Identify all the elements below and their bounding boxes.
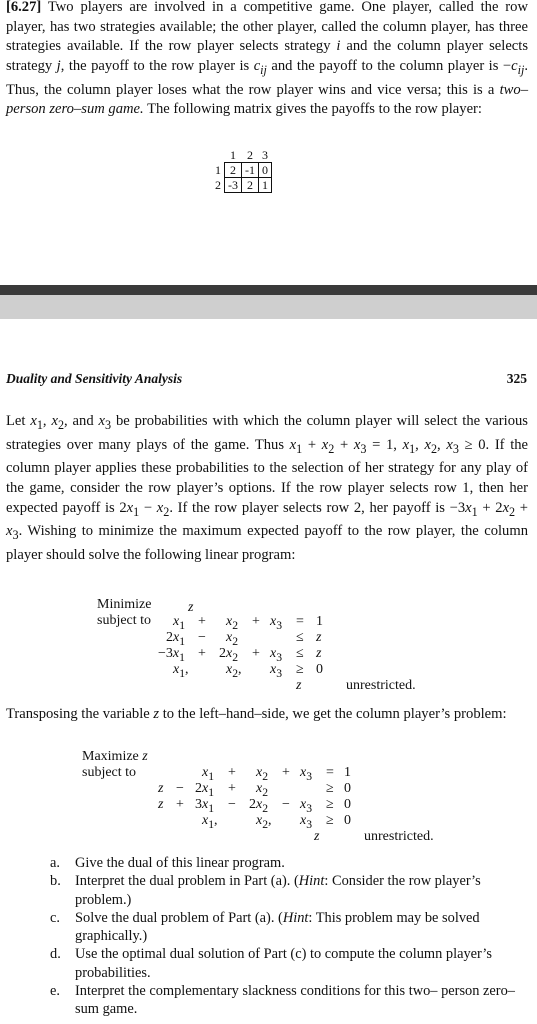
- payoff-matrix-table: [212, 148, 272, 193]
- page-break-gray: [0, 295, 537, 319]
- matrix-cell: -1: [242, 163, 259, 178]
- page-number: 325: [506, 371, 527, 386]
- matrix-row-header: 2: [215, 177, 221, 192]
- lp1-unrestricted: unrestricted.: [346, 678, 416, 693]
- part-e: e. Interpret the complementary slackness conditions for this two– person zero–sum game.: [50, 983, 515, 1018]
- part-a: a. Give the dual of this linear program.: [50, 855, 285, 871]
- lp2-objective-label: Maximize z: [82, 749, 148, 764]
- part-b: b. Interpret the dual problem in Part (a). (Hint: Consider the row player’s problem.): [50, 873, 481, 908]
- solution-intro: Let $x_1$, $x_2$, and $x_3$ be probabilities with which the column player will select the various strategies over many plays of the game. Thus $x_1 + x_2 + x_3 = 1$, $x_1$, $x_2$, $x_3 \ge 0$. If the column player applies these probabilities to the selection of her strategy for any play of the game, consider the row player’s options. If the row player selects row 1, then her expected payoff is $2x_1 - x_2$. If the row player selects row 2, her payoff is $-3x_1 + 2x_2 + x_3$. Wishing to minimize the maximum expected payoff to the row player, the column player should solve the following linear program:: [6, 413, 529, 563]
- matrix-cell: 2: [242, 178, 259, 193]
- matrix-row-header: 1: [215, 162, 221, 177]
- lp1-objective-label: Minimize: [97, 597, 152, 612]
- running-head: Duality and Sensitivity Analysis: [6, 371, 183, 386]
- problem-statement: [6, 0, 528, 120]
- matrix-cell: -3: [225, 178, 242, 193]
- matrix-cell: 1: [259, 178, 272, 193]
- problem-text: Two players are involved in a competitive game. One player, called the row player, has two strategies available; the other player, called the column player, has three strategies available. If the row player selects strategy i and the column player selects strategy j, the payoff to the row player is $c_{ij}$ and the payoff to the column player is $-c_{ij}$. Thus, the column player loses what the row player wins and vice versa; this is a two–person zero–sum game. The following matrix gives the payoffs to the row player:: [6, 0, 529, 118]
- problem-number: [6.27]: [6, 0, 42, 15]
- matrix-cell: 0: [259, 163, 272, 178]
- matrix-col-header: 2: [247, 147, 253, 162]
- part-d: d. Use the optimal dual solution of Part (c) to compute the column player’s probabilities.: [50, 946, 492, 981]
- page-break-dark: [0, 285, 537, 295]
- payoff-matrix: [212, 148, 272, 193]
- lp1-subject-label: subject to: [97, 613, 152, 628]
- lp2-subject-label: subject to: [82, 765, 137, 780]
- lp2-unrestricted: unrestricted.: [364, 829, 434, 844]
- transpose-text: Transposing the variable z to the left–hand–side, we get the column player’s problem:: [6, 706, 507, 722]
- matrix-col-header: 3: [262, 147, 268, 162]
- matrix-cell: 2: [225, 163, 242, 178]
- matrix-col-header: 1: [230, 147, 236, 162]
- question-parts: [50, 854, 520, 1019]
- part-c: c. Solve the dual problem of Part (a). (Hint: This problem may be solved graphically.): [50, 909, 480, 945]
